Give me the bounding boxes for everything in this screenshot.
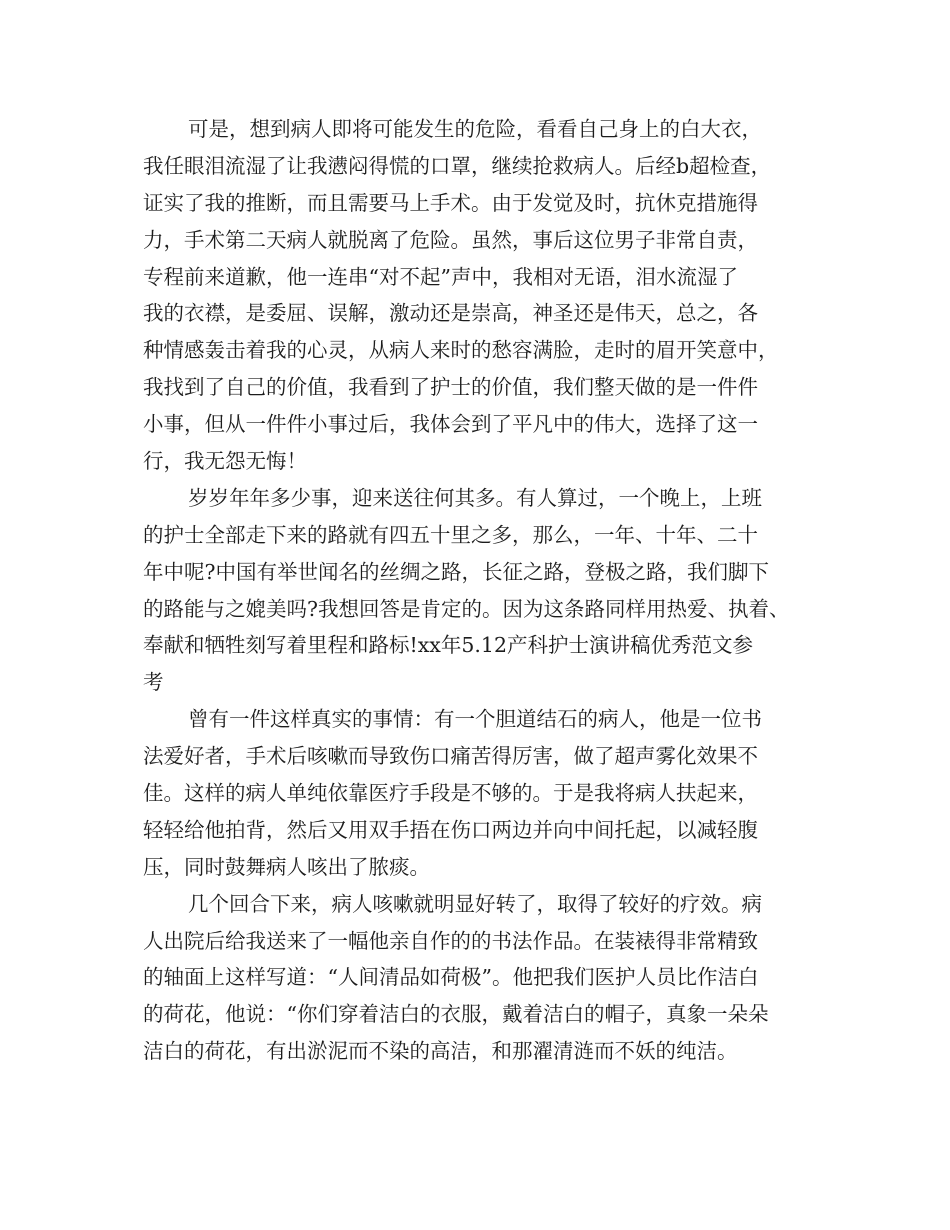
text-line: 证实了我的推断，而且需要马上手术。由于发觉及时，抗休克措施得	[143, 190, 758, 215]
text-line: 几个回合下来，病人咳嗽就明显好转了，取得了较好的疗效。病	[188, 891, 762, 916]
paragraph	[143, 886, 813, 1070]
text-line: 佳。这样的病人单纯依靠医疗手段是不够的。于是我将病人扶起来，	[143, 781, 758, 806]
text-line: 专程前来道歉，他一连串“对不起”声中，我相对无语，泪水流湿了	[143, 264, 738, 289]
text-line: 的护士全部走下来的路就有四五十里之多，那么，一年、十年、二十	[143, 522, 758, 547]
text-line: 奉献和牺牲刻写着里程和路标!xx年5.12产科护士演讲稿优秀范文参	[143, 633, 754, 658]
text-line: 洁白的荷花，有出淤泥而不染的高洁，和那濯清涟而不妖的纯洁。	[143, 1039, 738, 1064]
text-line: 行，我无怨无悔！	[143, 449, 307, 474]
text-line: 人出院后给我送来了一幅他亲自作的的书法作品。在装裱得非常精致	[143, 928, 758, 953]
text-line: 的荷花，他说：“你们穿着洁白的衣服，戴着洁白的帽子，真象一朵朵	[143, 1002, 769, 1027]
text-line: 小事，但从一件件小事过后，我体会到了平凡中的伟大，选择了这一	[143, 412, 758, 437]
text-line: 轻轻给他拍背，然后又用双手捂在伤口两边并向中间托起，以减轻腹	[143, 817, 758, 842]
text-line: 压，同时鼓舞病人咳出了脓痰。	[143, 854, 430, 879]
text-line: 种情感轰击着我的心灵，从病人来时的愁容满脸，走时的眉开笑意中，	[143, 338, 779, 363]
text-line: 的路能与之媲美吗?我想回答是肯定的。因为这条路同样用热爱、执着、	[143, 596, 790, 621]
text-line: 考	[143, 670, 164, 695]
paragraph	[143, 701, 813, 885]
text-line: 岁岁年年多少事，迎来送往何其多。有人算过，一个晚上，上班	[188, 485, 762, 510]
paragraph	[143, 111, 813, 480]
text-line: 曾有一件这样真实的事情：有一个胆道结石的病人，他是一位书	[188, 707, 762, 732]
text-line: 的轴面上这样写道：“人间清品如荷极”。他把我们医护人员比作洁白	[143, 965, 759, 990]
paragraph	[143, 480, 813, 701]
text-line: 法爱好者，手术后咳嗽而导致伤口痛苦得厉害，做了超声雾化效果不	[143, 744, 758, 769]
text-line: 年中呢?中国有举世闻名的丝绸之路，长征之路，登极之路，我们脚下	[143, 559, 769, 584]
text-line: 我任眼泪流湿了让我懑闷得慌的口罩，继续抢救病人。后经b超检查，	[143, 153, 772, 178]
document-body	[143, 111, 813, 1070]
text-line: 可是，想到病人即将可能发生的危险，看看自己身上的白大衣，	[188, 117, 762, 141]
text-line: 我找到了自己的价值，我看到了护士的价值，我们整天做的是一件件	[143, 375, 758, 400]
text-line: 力，手术第二天病人就脱离了危险。虽然，事后这位男子非常自责，	[143, 227, 758, 252]
text-line: 我的衣襟，是委屈、误解，激动还是崇高，神圣还是伟天，总之，各	[143, 301, 758, 326]
